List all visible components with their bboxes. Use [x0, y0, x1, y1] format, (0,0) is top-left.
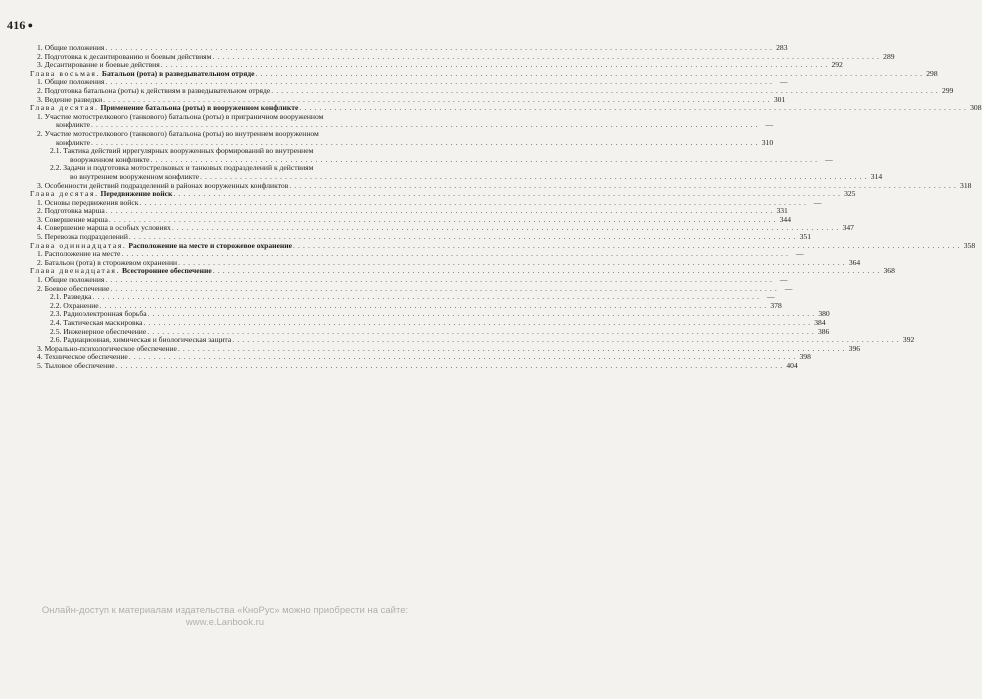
- toc-entry-title: 3. Совершение марша: [37, 214, 108, 224]
- toc-entry-title: 2. Подготовка марша: [37, 206, 105, 216]
- toc-entry-title: конфликте: [56, 120, 91, 130]
- toc-page-number: 384: [814, 318, 826, 327]
- toc-page-number: —: [825, 154, 833, 164]
- dot-leader: [116, 362, 783, 371]
- toc-entry-title: конфликте: [56, 137, 91, 147]
- footer-line-1: Онлайн-доступ к материалам издательства «КноРус» можно приобрести на сайте:: [41, 605, 409, 616]
- toc-page-number: 289: [883, 51, 895, 61]
- chapter-label: Глава двенадцатая.: [30, 266, 121, 276]
- toc-page-number: 318: [960, 180, 972, 190]
- toc-entry-title: Расположение на месте и сторожевое охранение: [128, 240, 293, 250]
- table-of-contents: [30, 43, 982, 371]
- toc-entry-title: 2. Батальон (рота) в сторожевом охранении: [37, 257, 178, 267]
- toc-entry-title: 1. Общие положения: [37, 77, 105, 87]
- toc-page-number: 386: [817, 326, 830, 336]
- toc-entry-title: 2. Подготовка к десантированию и боевым действиям: [37, 51, 212, 61]
- toc-entry-title: 3. Десантирование и боевые действия: [37, 60, 160, 70]
- toc-entry-title: Применение батальона (роты) в вооруженном конфликте: [100, 103, 299, 113]
- toc-page-number: 283: [776, 43, 788, 52]
- page-number: 416 ●: [7, 18, 34, 32]
- toc-entry-title: Передвижение войск: [100, 189, 173, 199]
- toc-entry-title: 1. Расположение на месте: [37, 249, 121, 259]
- toc-page-number: —: [765, 120, 774, 130]
- toc-page-number: 344: [779, 214, 792, 224]
- toc-page-number: 292: [831, 60, 843, 70]
- toc-entry-title: 1. Участие мотострелкового (танкового) батальона (роты) в приграничном вооруженном: [37, 111, 324, 121]
- toc-page-number: 298: [926, 68, 938, 78]
- toc-entry-title: 4. Техническое обеспечение: [37, 352, 128, 362]
- toc-page-number: 314: [870, 171, 883, 181]
- toc-entry-title: Всестороннее обеспечение: [121, 266, 212, 276]
- chapter-label: Глава одиннадцатая.: [30, 240, 127, 250]
- toc-entry-title: 2.3. Радиоэлектронная борьба: [50, 309, 147, 319]
- toc-entry-title: 1. Общие положения: [37, 43, 105, 52]
- toc-entry-title: 1. Основы передвижения войск: [37, 197, 139, 207]
- toc-page-number: 358: [963, 240, 976, 250]
- toc-section: [30, 360, 798, 371]
- footer-link[interactable]: www.e.Lanbook.ru: [185, 617, 265, 628]
- toc-entry-title: 2.2. Охранение: [50, 300, 99, 310]
- toc-page-number: 301: [773, 94, 786, 104]
- toc-page-number: 368: [883, 266, 895, 276]
- toc-entry-title: 2. Участие мотострелкового (танкового) батальона (роты) во внутреннем вооруженном: [37, 128, 319, 138]
- toc-entry-title: 5. Перевозка подразделений: [37, 232, 128, 242]
- footer-note: [0, 605, 450, 629]
- toc-page-number: 308: [970, 103, 982, 113]
- toc-page-number: 331: [776, 206, 788, 216]
- toc-page-number: 364: [848, 257, 861, 267]
- toc-entry-title: 2.1. Тактика действий иррегулярных вооруженных формирований во внутреннем: [50, 146, 314, 156]
- toc-entry-title: во внутреннем вооруженном конфликте: [70, 171, 200, 181]
- toc-entry-title: 4. Совершение марша в особых условиях: [37, 223, 171, 233]
- toc-page-number: 392: [902, 335, 915, 345]
- dot-leader: [299, 104, 966, 113]
- toc-page-number: —: [779, 77, 788, 87]
- toc-page-number: —: [795, 249, 804, 259]
- toc-page-number: —: [767, 292, 775, 302]
- toc-entry-title: 2. Боевое обеспечение: [37, 283, 110, 293]
- toc-page-number: 378: [770, 300, 782, 310]
- toc-page-number: —: [779, 275, 788, 285]
- toc-entry-title: 2.4. Тактическая маскировка: [50, 318, 143, 327]
- chapter-label: Глава десятая.: [30, 103, 99, 113]
- chapter-label: Глава восьмая.: [30, 68, 101, 78]
- toc-entry-title: 2.6. Радиационная, химическая и биологическая защита: [50, 335, 232, 345]
- toc-entry-title: 2.1. Разведка: [50, 292, 92, 302]
- toc-page-number: 380: [818, 309, 830, 319]
- toc-page-number: 398: [799, 352, 811, 362]
- toc-entry-title: 3. Морально-психологическое обеспечение: [37, 343, 177, 353]
- toc-page-number: 351: [799, 232, 812, 242]
- toc-entry-title: 2.5. Инженерное обеспечение: [50, 326, 147, 336]
- toc-page-number: —: [813, 197, 822, 207]
- toc-entry-title: вооруженном конфликте: [70, 154, 150, 164]
- toc-entry-title: 5. Тыловое обеспечение: [37, 360, 115, 370]
- toc-page-number: 299: [941, 85, 954, 95]
- toc-entry-title: 1. Общие положения: [37, 275, 105, 285]
- toc-page-number: 310: [761, 137, 774, 147]
- chapter-label: Глава десятая.: [30, 189, 99, 199]
- toc-page-number: 396: [848, 343, 861, 353]
- toc-entry-title: 3. Особенности действий подразделений в районах вооруженных конфликтов: [37, 180, 289, 190]
- toc-page-number: —: [784, 283, 793, 293]
- toc-entry-title: 2.2. Задачи и подготовка мотострелковых и танковых подразделений к действиям: [50, 163, 314, 173]
- toc-page-number: 404: [786, 360, 798, 370]
- toc-entry-title: 2. Подготовка батальона (роты) к действиям в разведывательном отряде: [37, 85, 271, 95]
- toc-page-number: 347: [842, 223, 854, 233]
- toc-entry-title: 3. Ведение разведки: [37, 94, 103, 104]
- toc-page-number: 325: [844, 189, 856, 199]
- toc-entry-title: Батальон (рота) в разведывательном отряде: [101, 68, 255, 78]
